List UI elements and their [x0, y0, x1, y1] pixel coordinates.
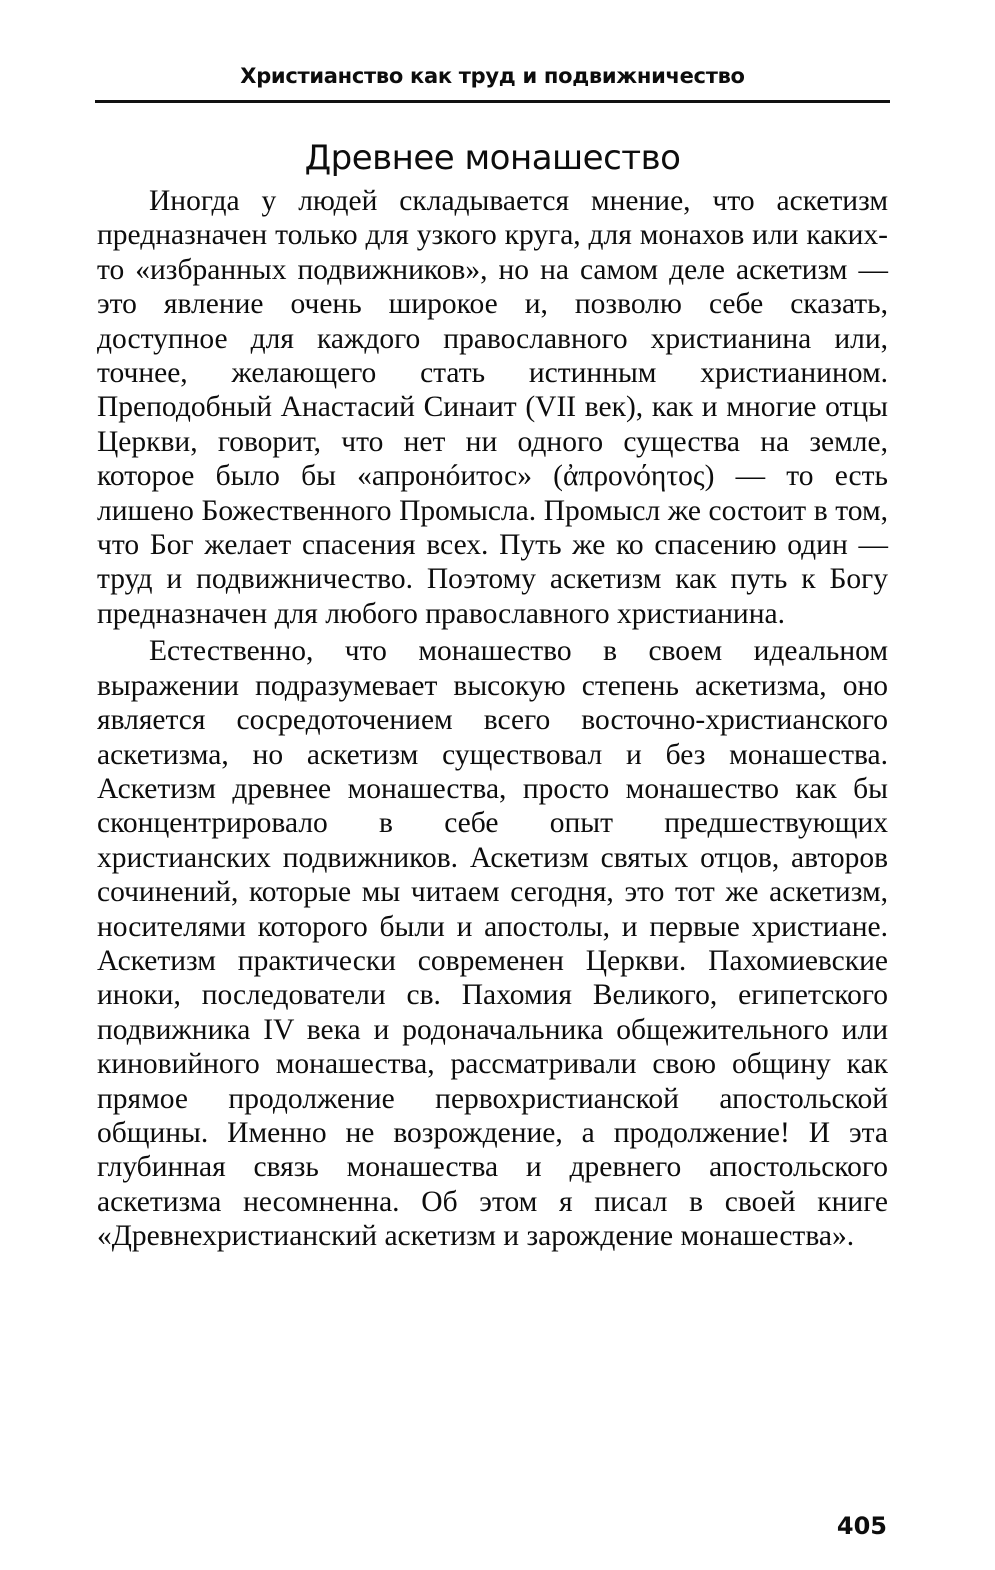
paragraph-1: Иногда у людей складывается мнение, что аскетизм предназначен только для узкого круга, для монахов или каких-то «избранных подвижников», но на самом деле аскетизм — это явление очень широкое и, позволю себе сказать, доступное для каждого православного христианина или, точнее, желающего стать истинным христианином. Преподобный Анастасий Синаит (VII век), как и многие отцы Церкви, говорит, что нет ни одного существа на земле, которое было бы «апронóитос» (ἀπρονόητος) — то есть лишено Божественного Промысла. Промысл же состоит в том, что Бог желает спасения всех. Путь же ко спасению один — труд и подвижничество. Поэтому аскетизм как путь к Богу предназначен для любого православного христианина. — [97, 185, 888, 630]
paragraph-2: Естественно, что монашество в своем идеальном выражении подразумевает высокую степень аскетизма, оно является сосредоточением всего восточно-христианского аскетизма, но аскетизм существовал и без монашества. Аскетизм древнее монашества, просто монашество как бы сконцентрировало в себе опыт предшествующих христианских подвижников. Аскетизм святых отцов, авторов сочинений, которые мы читаем сегодня, это тот же аскетизм, носителями которого были и апостолы, и первые христиане. Аскетизм практически современен Церкви. Пахомиевские иноки, последователи св. Пахомия Великого, египетского подвижника IV века и родоначальника общежительного или киновийного монашества, рассматривали свою общину как прямое продолжение первохристианской апостольской общины. Именно не возрождение, а продолжение! И эта глубинная связь монашества и древнего апостольского аскетизма несомненна. Об этом я писал в своей книге «Древнехристианский аскетизм и зарождение монашества». — [97, 635, 888, 1253]
header-rule — [95, 100, 890, 103]
running-head: Христианство как труд и подвижничество — [240, 64, 745, 88]
page-number: 405 — [836, 1512, 887, 1540]
section-title: Древнее монашество — [304, 138, 681, 178]
body-text — [97, 184, 888, 1254]
